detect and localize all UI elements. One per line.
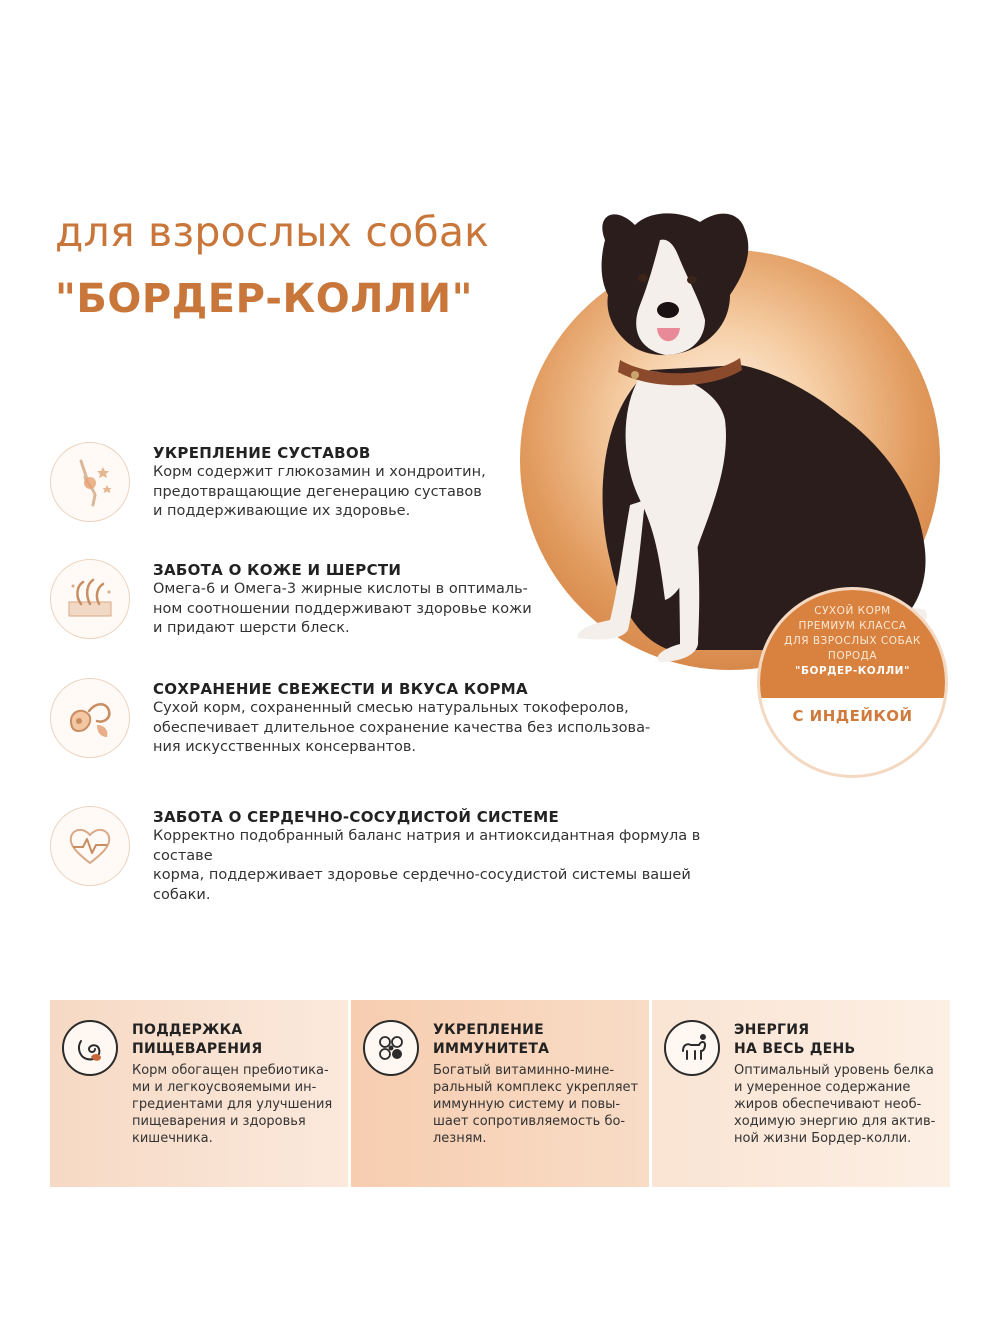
feature-text: Корм содержит глюкозамин и хондроитин, предотвращающие дегенерацию суставов и поддерживающие их здоровье. xyxy=(153,464,486,519)
joint-icon xyxy=(50,442,130,522)
badge-line-5: "БОРДЕР-КОЛЛИ" xyxy=(795,665,910,677)
skin-coat-icon xyxy=(50,559,130,639)
panel-immunity xyxy=(351,1000,649,1187)
feature-text: Омега-6 и Омега-3 жирные кислоты в оптималь- ном соотношении поддерживают здоровье кожи и придают шерсти блеск. xyxy=(153,581,532,636)
food-freshness-icon xyxy=(50,678,130,758)
panel-title: ЭНЕРГИЯ НА ВЕСЬ ДЕНЬ xyxy=(734,1022,856,1057)
feature-title: СОХРАНЕНИЕ СВЕЖЕСТИ И ВКУСА КОРМА xyxy=(153,680,528,698)
badge-flavor: С ИНДЕЙКОЙ xyxy=(792,707,913,725)
panel-text: Корм обогащен пребиотика- ми и легкоусвояемыми ин- гредиентами для улучшения пищеварения и здоровья кишечника. xyxy=(132,1063,333,1146)
feature-title: УКРЕПЛЕНИЕ СУСТАВОВ xyxy=(153,444,371,462)
feature-joints xyxy=(50,442,750,532)
feature-text: Корректно подобранный баланс натрия и антиоксидантная формула в составе корма, поддерживает здоровье сердечно-сосудистой системы вашей собаки. xyxy=(153,828,701,903)
immunity-icon xyxy=(363,1020,419,1076)
digestion-icon xyxy=(62,1020,118,1076)
header-line-1: для взрослых собак xyxy=(55,208,490,256)
feature-title: ЗАБОТА О КОЖЕ И ШЕРСТИ xyxy=(153,561,402,579)
feature-text: Сухой корм, сохраненный смесью натуральных токоферолов, обеспечивает длительное сохранение качества без использова- ния искусственных консервантов. xyxy=(153,700,651,755)
panel-text: Богатый витаминно-мине- ральный комплекс укрепляет иммунную систему и повы- шает сопротивляемость бо- лезням. xyxy=(433,1063,639,1146)
panel-digestion xyxy=(50,1000,348,1187)
feature-skin-coat xyxy=(50,559,750,649)
panel-title: ПОДДЕРЖКА ПИЩЕВАРЕНИЯ xyxy=(132,1022,263,1057)
panel-title: УКРЕПЛЕНИЕ ИММУНИТЕТА xyxy=(433,1022,550,1057)
badge-header xyxy=(760,590,945,698)
feature-freshness xyxy=(50,678,750,768)
feature-title: ЗАБОТА О СЕРДЕЧНО-СОСУДИСТОЙ СИСТЕМЕ xyxy=(153,808,560,826)
header-line-2: "БОРДЕР-КОЛЛИ" xyxy=(55,276,473,322)
energy-dog-icon xyxy=(664,1020,720,1076)
benefit-panels xyxy=(50,1000,950,1187)
badge-line-3: ДЛЯ ВЗРОСЛЫХ СОБАК xyxy=(784,635,921,647)
panel-text: Оптимальный уровень белка и умеренное содержание жиров обеспечивают необ- ходимую энергию для актив- ной жизни Бордер-колли. xyxy=(734,1063,936,1146)
badge-line-4: ПОРОДА xyxy=(827,650,878,662)
badge-line-2: ПРЕМИУМ КЛАССА xyxy=(798,620,907,632)
badge-line-1: СУХОЙ КОРМ xyxy=(814,605,891,617)
panel-energy xyxy=(652,1000,950,1187)
feature-cardio xyxy=(50,806,750,903)
product-badge xyxy=(760,590,945,775)
heart-pulse-icon xyxy=(50,806,130,886)
